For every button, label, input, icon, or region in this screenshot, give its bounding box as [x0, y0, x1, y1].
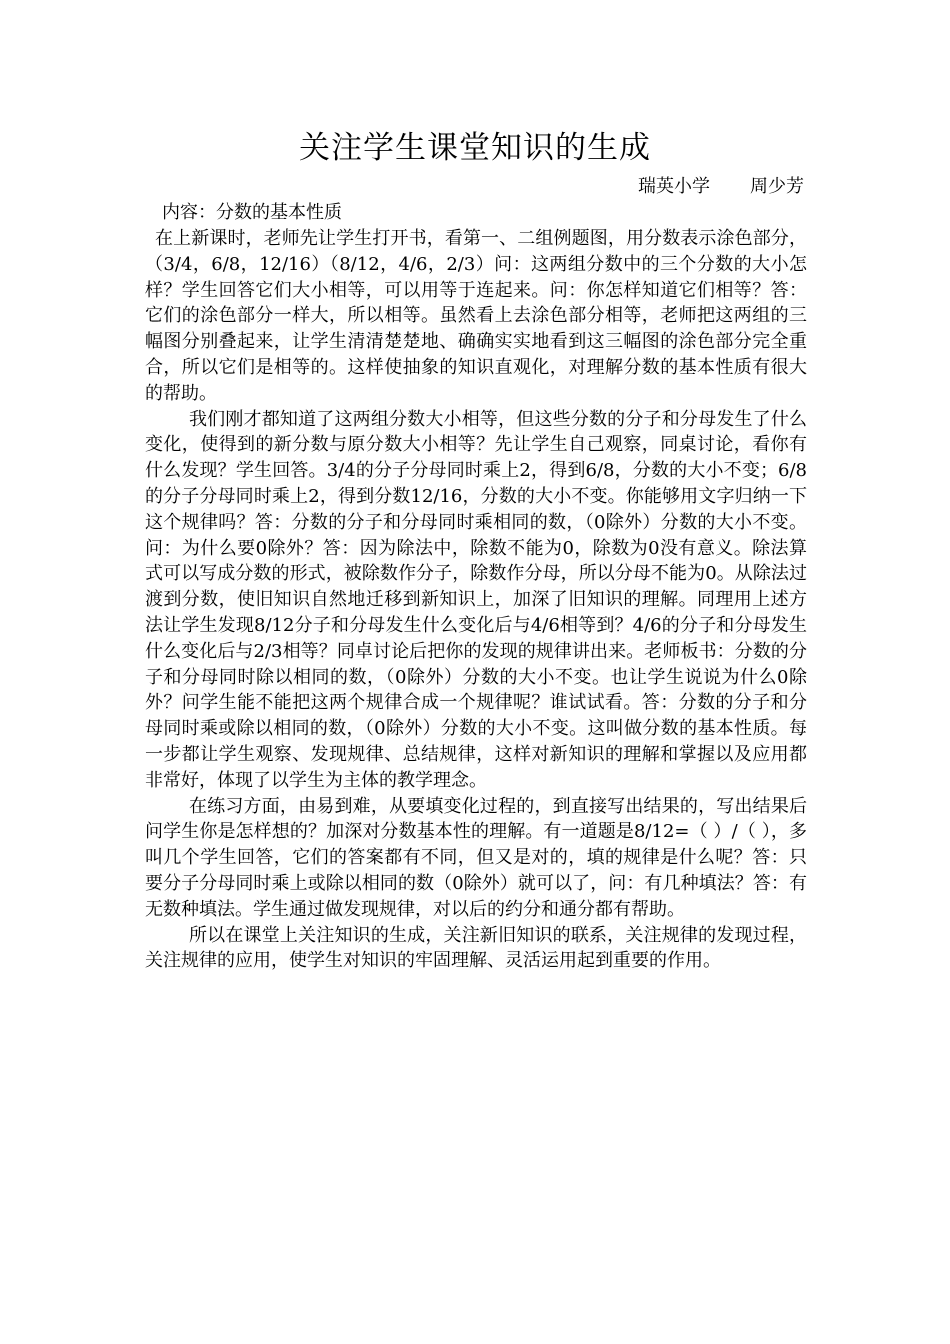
paragraph: 所以在课堂上关注知识的生成，关注新旧知识的联系，关注规律的发现过程，关注规律的应用，使学生对知识的牢固理解、灵活运用起到重要的作用。 [145, 924, 807, 972]
content-label: 内容：分数的基本性质 [162, 202, 342, 223]
document-body [145, 226, 807, 974]
school-name: 瑞英小学 [638, 176, 710, 197]
author-name: 周少芳 [750, 176, 804, 197]
paragraph: 在上新课时，老师先让学生打开书，看第一、二组例题图，用分数表示涂色部分，（3/4，6/8，12/16）（8/12，4/6，2/3）问：这两组分数中的三个分数的大小怎样？学生回答它们大小相等，可以用等于连起来。问：你怎样知道它们相等？答：它们的涂色部分一样大，所以相等。虽然看上去涂色部分相等，老师把这两组的三幅图分别叠起来，让学生清清楚楚地、确确实实地看到这三幅图的涂色部分完全重合，所以它们是相等的。这样使抽象的知识直观化，对理解分数的基本性质有很大的帮助。 [145, 228, 807, 404]
document-title: 关注学生课堂知识的生成 [299, 130, 651, 166]
paragraph: 我们刚才都知道了这两组分数大小相等，但这些分数的分子和分母发生了什么变化，使得到的新分数与原分数大小相等？先让学生自己观察，同桌讨论，看你有什么发现？学生回答。3/4的分子分母同时乘上2，得到6/8，分数的大小不变；6/8的分子分母同时乘上2，得到分数12/16，分数的大小不变。你能够用文字归纳一下这个规律吗？答：分数的分子和分母同时乘相同的数，（0除外）分数的大小不变。问：为什么要0除外？答：因为除法中，除数不能为0，除数为0没有意义。除法算式可以写成分数的形式，被除数作分子，除数作分母，所以分母不能为0。从除法过渡到分数，使旧知识自然地迁移到新知识上，加深了旧知识的理解。同理用上述方法让学生发现8/12分子和分母发生什么变化后与4/6相等到？4/6的分子和分母发生什么变化后与2/3相等？同卓讨论后把你的发现的规律讲出来。老师板书：分数的分子和分母同时除以相同的数，（0除外）分数的大小不变。也让学生说说为什么0除外？问学生能不能把这两个规律合成一个规律呢？谁试试看。答：分数的分子和分母同时乘或除以相同的数，（0除外）分数的大小不变。这叫做分数的基本性质。每一步都让学生观察、发现规律、总结规律，这样对新知识的理解和掌握以及应用都非常好，体现了以学生为主体的教学理念。 [145, 408, 807, 791]
byline [638, 174, 804, 200]
paragraph: 在练习方面，由易到难，从要填变化过程的，到直接写出结果的，写出结果后问学生你是怎样想的？加深对分数基本性的理解。有一道题是8/12=（ ）/（ ），多叫几个学生回答，它们的答案都有不同，但又是对的，填的规律是什么呢？答：只要分子分母同时乘上或除以相同的数（0除外）就可以了，问：有几种填法？答：有无数种填法。学生通过做发现规律，对以后的约分和通分都有帮助。 [145, 795, 807, 920]
